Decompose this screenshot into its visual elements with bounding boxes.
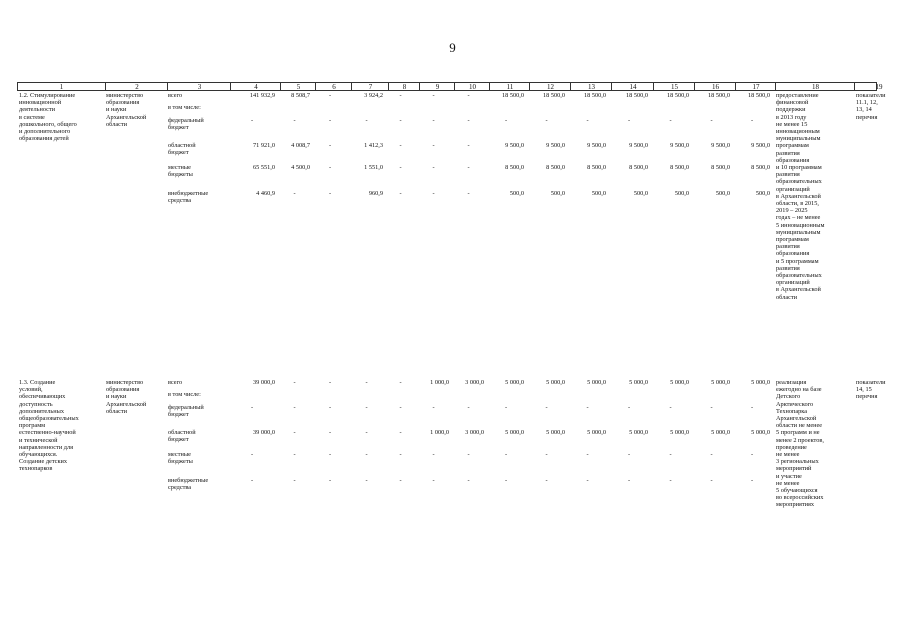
funding-value: 9 500,0 (751, 142, 770, 149)
funding-value: 65 551,0 (252, 164, 275, 171)
funding-value: 5 000,0 (711, 429, 730, 436)
funding-value: - (293, 404, 296, 411)
funding-source-label: федеральный бюджет (168, 117, 204, 132)
funding-value: 5 000,0 (751, 379, 770, 386)
funding-value: - (365, 451, 368, 458)
funding-value: 4 460,9 (256, 190, 275, 197)
activity-name: 1.2. Стимулирование инновационной деятельности в системе дошкольного, общего и дополнительного образования детей (19, 92, 77, 143)
funding-value: 4 008,7 (291, 142, 310, 149)
header-cell-9: 9 (419, 83, 455, 91)
funding-value: 18 500,0 (747, 92, 770, 99)
funding-value: 1 000,0 (430, 429, 449, 436)
funding-source-label: областной бюджет (168, 429, 196, 444)
header-cell-7: 7 (351, 83, 389, 91)
funding-value: - (432, 142, 435, 149)
expected-result: предоставление финансовой поддержки в 2013 году не менее 15 инновационным муниципальным программам развития образования и 10 программам развития образовательных организаций в Архангельской области, в 2015, 2019 – 2025 годах – не менее 5 инновационным муниципальным программам развития образования и 5 программам развития образовательных организаций в Архангельской области (776, 92, 825, 301)
funding-source-label: всего (168, 92, 183, 99)
executor-name: министерство образования и науки Архангельской области (106, 379, 147, 415)
funding-value: 18 500,0 (707, 92, 730, 99)
funding-value: 5 000,0 (751, 429, 770, 436)
funding-source-label: в том числе: (168, 391, 201, 398)
funding-value: - (545, 477, 548, 484)
funding-value: - (750, 404, 754, 411)
funding-value: - (627, 451, 631, 458)
funding-value: 500,0 (674, 190, 689, 197)
funding-value: - (467, 142, 470, 149)
funding-value: - (328, 429, 332, 436)
funding-value: 5 000,0 (546, 429, 565, 436)
header-cell-10: 10 (454, 83, 490, 91)
funding-value: - (432, 92, 435, 99)
funding-value: - (467, 117, 470, 124)
funding-value: - (467, 164, 470, 171)
funding-value: - (504, 477, 508, 484)
funding-value: - (250, 117, 254, 124)
funding-value: - (750, 451, 754, 458)
funding-value: 5 000,0 (587, 379, 606, 386)
funding-value: - (250, 477, 254, 484)
funding-value: - (328, 164, 332, 171)
funding-value: - (710, 451, 713, 458)
funding-value: - (328, 477, 332, 484)
funding-value: 5 000,0 (505, 429, 524, 436)
funding-value: - (328, 190, 332, 197)
funding-value: 9 500,0 (546, 142, 565, 149)
funding-value: - (399, 451, 402, 458)
funding-value: - (399, 164, 402, 171)
header-cell-17: 17 (735, 83, 776, 91)
header-cell-11: 11 (489, 83, 530, 91)
funding-value: 500,0 (633, 190, 648, 197)
funding-value: 141 932,9 (249, 92, 275, 99)
funding-value: - (399, 117, 402, 124)
header-cell-13: 13 (570, 83, 612, 91)
funding-value: - (399, 404, 402, 411)
funding-value: - (365, 477, 368, 484)
header-cell-12: 12 (529, 83, 571, 91)
funding-value: 18 500,0 (583, 92, 606, 99)
funding-value: 8 508,7 (291, 92, 310, 99)
funding-value: - (545, 451, 548, 458)
funding-value: - (669, 477, 672, 484)
funding-value: - (293, 451, 296, 458)
funding-value: - (627, 117, 631, 124)
funding-source-label: местные бюджеты (168, 451, 193, 466)
funding-value: - (293, 477, 296, 484)
funding-source-label: всего (168, 379, 183, 386)
funding-value: 8 500,0 (505, 164, 524, 171)
funding-value: 18 500,0 (666, 92, 689, 99)
funding-value: - (328, 117, 332, 124)
funding-value: - (627, 477, 631, 484)
funding-value: 500,0 (715, 190, 730, 197)
funding-value: - (365, 117, 368, 124)
funding-value: - (545, 117, 548, 124)
funding-value: - (504, 404, 508, 411)
funding-value: - (467, 92, 470, 99)
header-cell-6: 6 (315, 83, 352, 91)
funding-value: 5 000,0 (629, 379, 648, 386)
header-cell-3: 3 (167, 83, 231, 91)
funding-value: - (432, 451, 435, 458)
funding-value: - (432, 190, 435, 197)
funding-value: 3 000,0 (465, 379, 484, 386)
header-cell-19: 19 (854, 83, 903, 91)
funding-value: 8 500,0 (670, 164, 689, 171)
funding-source-label: местные бюджеты (168, 164, 193, 179)
funding-value: - (293, 117, 296, 124)
funding-value: 39 000,0 (252, 379, 275, 386)
funding-value: 9 500,0 (670, 142, 689, 149)
funding-value: 9 500,0 (711, 142, 730, 149)
funding-value: 1 412,3 (364, 142, 383, 149)
funding-value: 8 500,0 (587, 164, 606, 171)
funding-value: 9 500,0 (505, 142, 524, 149)
expected-result: реализация ежегодно на базе Детского Арктического Технопарка Архангельской области не менее 5 программ и не менее 2 проектов, проведение не менее 3 региональных мероприятий и участие не менее 5 обучающихся во всероссийских мероприятиях (776, 379, 824, 509)
funding-value: - (365, 379, 368, 386)
funding-value: 3 924,2 (364, 92, 383, 99)
funding-value: - (293, 429, 296, 436)
funding-value: - (504, 451, 508, 458)
funding-value: 5 000,0 (587, 429, 606, 436)
funding-value: - (328, 451, 332, 458)
funding-value: - (399, 92, 402, 99)
funding-value: - (669, 404, 672, 411)
funding-value: 8 500,0 (751, 164, 770, 171)
funding-value: 960,9 (368, 190, 383, 197)
indicators-ref: показатели 14, 15 перечня (856, 379, 886, 401)
indicators-ref: показатели 11.1, 12, 13, 14 перечня (856, 92, 886, 121)
page-number: 9 (449, 40, 456, 55)
funding-value: 1 551,0 (364, 164, 383, 171)
funding-value: - (328, 379, 332, 386)
funding-value: - (669, 451, 672, 458)
funding-value: 500,0 (591, 190, 606, 197)
funding-value: - (710, 117, 713, 124)
funding-value: - (627, 404, 631, 411)
funding-value: 71 921,0 (252, 142, 275, 149)
funding-value: 5 000,0 (670, 379, 689, 386)
header-cell-16: 16 (694, 83, 736, 91)
funding-value: - (467, 451, 470, 458)
executor-name: министерство образования и науки Архангельской области (106, 92, 147, 128)
header-cell-18: 18 (775, 83, 855, 91)
funding-value: 18 500,0 (542, 92, 565, 99)
funding-value: - (328, 92, 332, 99)
funding-value: 500,0 (509, 190, 524, 197)
funding-value: 8 500,0 (546, 164, 565, 171)
funding-value: 18 500,0 (501, 92, 524, 99)
funding-value: - (250, 451, 254, 458)
funding-source-label: внебюджетные средства (168, 477, 209, 492)
funding-value: - (750, 117, 754, 124)
funding-value: 3 000,0 (465, 429, 484, 436)
header-cell-5: 5 (280, 83, 316, 91)
funding-value: - (293, 379, 296, 386)
funding-source-label: областной бюджет (168, 142, 196, 157)
funding-value: 18 500,0 (625, 92, 648, 99)
funding-source-label: федеральный бюджет (168, 404, 204, 419)
funding-value: - (586, 117, 589, 124)
header-cell-2: 2 (105, 83, 168, 91)
funding-value: - (432, 117, 435, 124)
funding-value: - (432, 404, 435, 411)
funding-value: - (750, 477, 754, 484)
funding-value: 5 000,0 (629, 429, 648, 436)
funding-source-label: внебюджетные средства (168, 190, 209, 205)
funding-value: - (399, 379, 402, 386)
funding-value: - (432, 477, 435, 484)
funding-value: - (328, 404, 332, 411)
header-cell-1: 1 (59, 83, 64, 91)
funding-value: - (710, 404, 713, 411)
funding-value: - (504, 117, 508, 124)
funding-value: - (467, 404, 470, 411)
funding-value: 8 500,0 (711, 164, 730, 171)
funding-value: - (399, 429, 402, 436)
funding-value: 4 500,0 (291, 164, 310, 171)
header-cell-8: 8 (388, 83, 420, 91)
funding-value: - (586, 477, 589, 484)
funding-value: 5 000,0 (670, 429, 689, 436)
funding-value: - (545, 404, 548, 411)
header-cell-4: 4 (230, 83, 281, 91)
funding-value: 9 500,0 (587, 142, 606, 149)
funding-value: - (467, 190, 470, 197)
funding-value: - (710, 477, 713, 484)
funding-value: - (467, 477, 470, 484)
funding-value: 9 500,0 (629, 142, 648, 149)
funding-value: - (365, 429, 368, 436)
funding-value: 500,0 (550, 190, 565, 197)
funding-value: - (399, 142, 402, 149)
funding-value: - (586, 404, 589, 411)
table-header-row (17, 82, 883, 91)
funding-value: - (250, 404, 254, 411)
header-cell-14: 14 (611, 83, 654, 91)
funding-value: 5 000,0 (711, 379, 730, 386)
funding-value: 500,0 (755, 190, 770, 197)
funding-value: - (293, 190, 296, 197)
funding-value: 39 000,0 (252, 429, 275, 436)
funding-value: - (432, 164, 435, 171)
header-cell-15: 15 (653, 83, 695, 91)
funding-value: - (399, 477, 402, 484)
funding-value: - (669, 117, 672, 124)
funding-value: 1 000,0 (430, 379, 449, 386)
funding-source-label: в том числе: (168, 104, 201, 111)
funding-value: 5 000,0 (505, 379, 524, 386)
funding-value: - (328, 142, 332, 149)
funding-value: 5 000,0 (546, 379, 565, 386)
funding-value: - (586, 451, 589, 458)
funding-value: - (365, 404, 368, 411)
funding-value: - (399, 190, 402, 197)
activity-name: 1.3. Создание условий, обеспечивающих доступность дополнительных общеобразовательных программ естественно-научной и технической направленности для обучающихся. Создание детских технопарков (19, 379, 79, 473)
funding-value: 8 500,0 (629, 164, 648, 171)
